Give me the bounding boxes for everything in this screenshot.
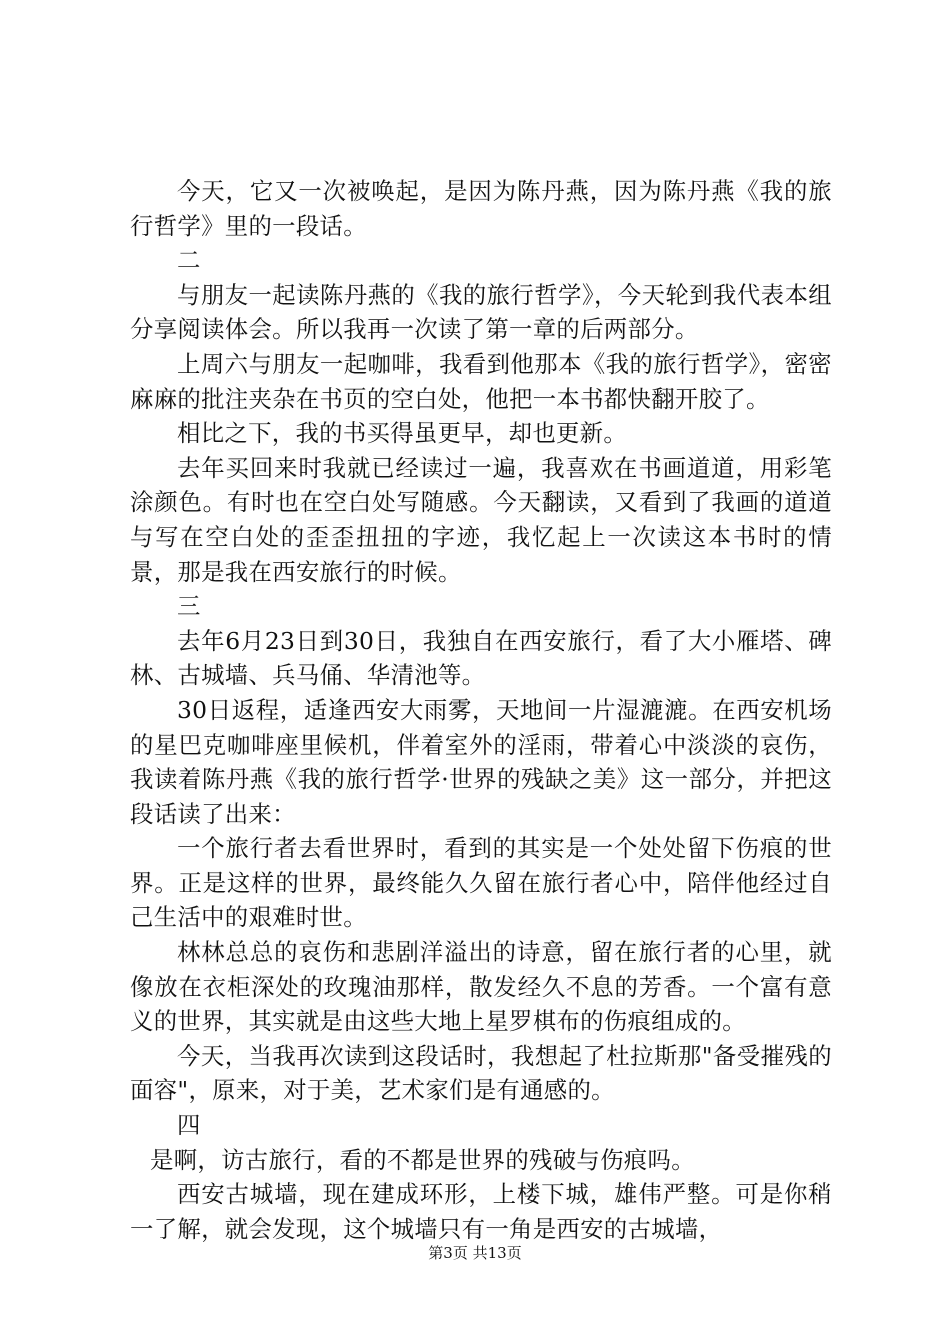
paragraph: 去年6月23日到30日，我独自在西安旅行，看了大小雁塔、碑林、古城墙、兵马俑、华清池等。: [130, 626, 832, 690]
paragraph: 与朋友一起读陈丹燕的《我的旅行哲学》，今天轮到我代表本组分享阅读体会。所以我再一次读了第一章的后两部分。: [130, 280, 832, 344]
paragraph: 30日返程，适逢西安大雨雾，天地间一片湿漉漉。在西安机场的星巴克咖啡座里候机，伴着室外的淫雨，带着心中淡淡的哀伤，我读着陈丹燕《我的旅行哲学·世界的残缺之美》这一部分，并把这段话读了出来：: [130, 695, 832, 828]
quoted-paragraph: 一个旅行者去看世界时，看到的其实是一个处处留下伤痕的世界。正是这样的世界，最终能久久留在旅行者心中，陪伴他经过自己生活中的艰难时世。: [130, 834, 832, 932]
paragraph: 是啊，访古旅行，看的不都是世界的残破与伤痕吗。: [150, 1145, 695, 1174]
section-number: 四: [177, 1111, 201, 1140]
paragraph: 去年买回来时我就已经读过一遍，我喜欢在书画道道，用彩笔涂颜色。有时也在空白处写随感。今天翻读，又看到了我画的道道与写在空白处的歪歪扭扭的字迹，我忆起上一次读这本书时的情景，那是我在西安旅行的时候。: [130, 453, 832, 586]
section-number: 三: [177, 592, 201, 621]
paragraph: 西安古城墙，现在建成环形，上楼下城，雄伟严整。可是你稍一了解，就会发现，这个城墙只有一角是西安的古城墙，: [130, 1180, 832, 1243]
body-text: [130, 174, 832, 1246]
paragraph: 今天，当我再次读到这段话时，我想起了杜拉斯那"备受摧残的面容"，原来，对于美，艺术家们是有通感的。: [130, 1041, 832, 1105]
page-footer: 第3页 共13页: [428, 1244, 522, 1262]
quoted-paragraph: 林林总总的哀伤和悲剧洋溢出的诗意，留在旅行者的心里，就像放在衣柜深处的玫瑰油那样，散发经久不息的芳香。一个富有意义的世界，其实就是由这些大地上星罗棋布的伤痕组成的。: [130, 938, 832, 1036]
paragraph: 相比之下，我的书买得虽更早，却也更新。: [177, 419, 628, 448]
paragraph: 上周六与朋友一起咖啡，我看到他那本《我的旅行哲学》，密密麻麻的批注夹杂在书页的空白处，他把一本书都快翻开胶了。: [130, 349, 832, 413]
paragraph: 今天，它又一次被唤起，是因为陈丹燕，因为陈丹燕《我的旅行哲学》里的一段话。: [130, 177, 832, 240]
section-number: 二: [177, 246, 201, 275]
